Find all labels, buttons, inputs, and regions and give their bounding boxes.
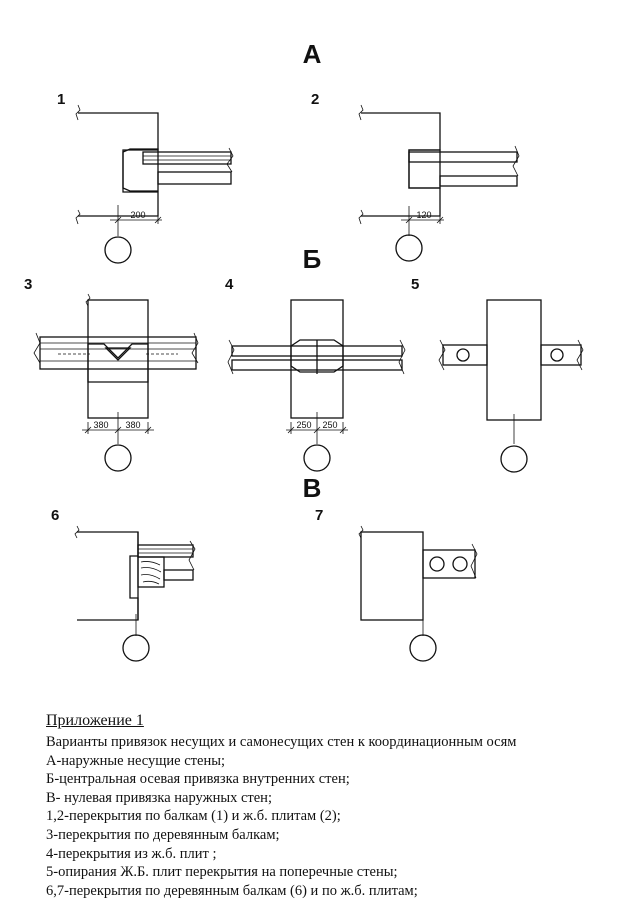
detail-5-drawing xyxy=(439,300,583,472)
detail-3-drawing xyxy=(34,294,198,471)
detail-number-2: 2 xyxy=(311,91,320,108)
dimension-120: 120 xyxy=(416,210,432,220)
dimension-380-left: 380 xyxy=(93,420,109,430)
dimension-380-right: 380 xyxy=(125,420,141,430)
dimension-200: 200 xyxy=(130,210,146,220)
detail-number-4: 4 xyxy=(225,276,234,293)
legend-line-v: В- нулевая привязка наружных стен; xyxy=(46,789,272,806)
legend-line-1-2: 1,2-перекрытия по балкам (1) и ж.б. плитам (2); xyxy=(46,808,341,825)
detail-number-6: 6 xyxy=(51,507,60,524)
section-title-b: Б xyxy=(302,244,322,274)
legend-line-6-7: 6,7-перекрытия по деревянным балкам (6) и по ж.б. плитам; xyxy=(46,882,418,899)
detail-number-1: 1 xyxy=(57,91,66,108)
legend-line-5: 5-опирания Ж.Б. плит перекрытия на поперечные стены; xyxy=(46,864,398,881)
detail-7-drawing xyxy=(359,526,477,661)
dimension-250-right: 250 xyxy=(322,420,338,430)
detail-1-drawing xyxy=(76,105,233,263)
legend-line-3: 3-перекрытия по деревянным балкам; xyxy=(46,826,280,843)
section-title-a: А xyxy=(302,39,322,69)
detail-6-drawing xyxy=(75,526,195,661)
detail-4-drawing xyxy=(228,300,405,471)
legend-line-b: Б-центральная осевая привязка внутренних стен; xyxy=(46,771,350,788)
legend-line-a: А-наружные несущие стены; xyxy=(46,752,225,769)
detail-number-3: 3 xyxy=(24,276,33,293)
legend xyxy=(46,712,616,900)
section-title-v: В xyxy=(302,473,322,503)
dimension-250-left: 250 xyxy=(296,420,312,430)
detail-number-5: 5 xyxy=(411,276,420,293)
legend-title: Приложение 1 xyxy=(46,712,144,729)
detail-number-7: 7 xyxy=(315,507,324,524)
legend-line-4: 4-перекрытия из ж.б. плит ; xyxy=(46,845,217,862)
legend-line-caption: Варианты привязок несущих и самонесущих стен к координационным осям xyxy=(46,734,517,750)
detail-2-drawing xyxy=(359,105,519,261)
